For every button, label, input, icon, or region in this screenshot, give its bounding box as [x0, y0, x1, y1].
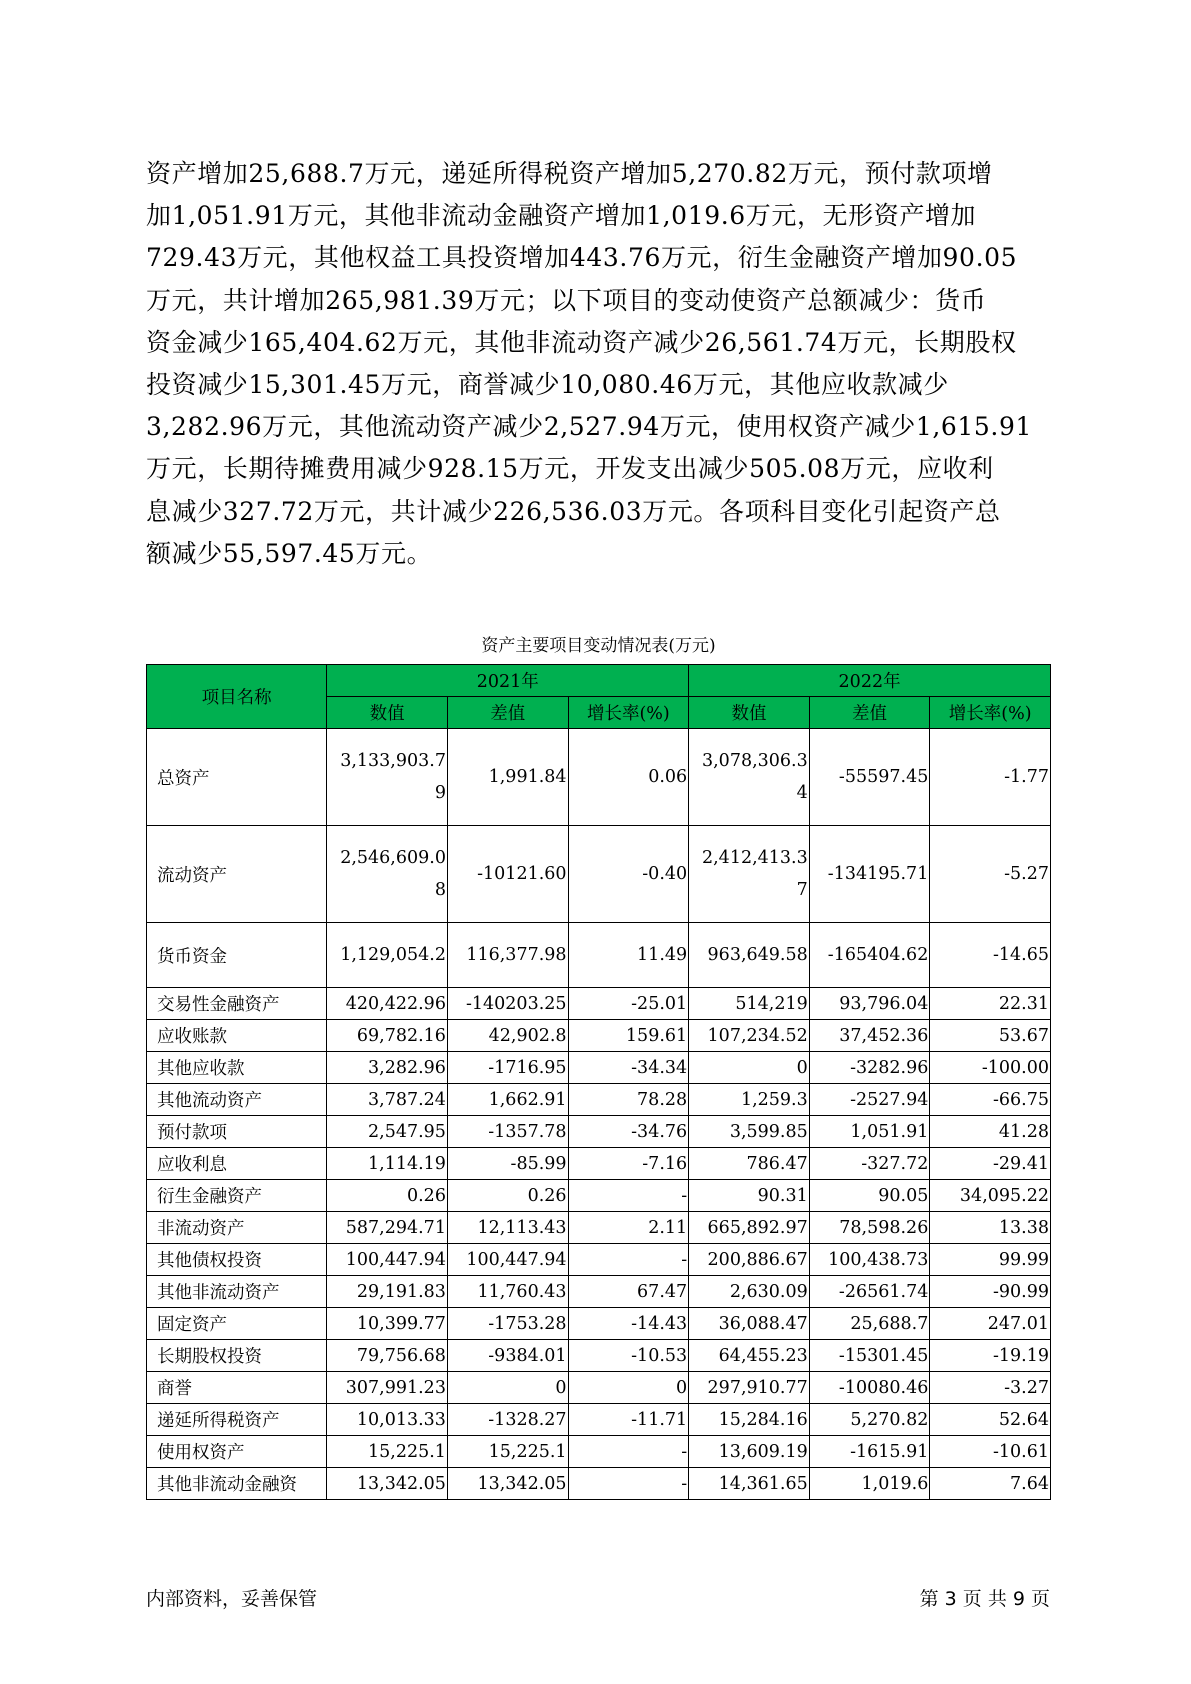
cell-growth-2021: -0.40 [568, 826, 689, 923]
cell-diff-2022: 37,452.36 [809, 1020, 930, 1052]
footer-page-number: 第 3 页 共 9 页 [919, 1588, 1050, 1610]
table-row [147, 1116, 1051, 1148]
cell-value-2021: 2,547.95 [327, 1116, 448, 1148]
cell-growth-2021: - [568, 1436, 689, 1468]
cell-value-2021: 1,114.19 [327, 1148, 448, 1180]
cell-growth-2021: - [568, 1244, 689, 1276]
cell-diff-2022: -10080.46 [809, 1372, 930, 1404]
row-item-name: 非流动资产 [147, 1212, 327, 1244]
cell-growth-2022: -90.99 [930, 1276, 1051, 1308]
table-caption: 资产主要项目变动情况表(万元) [481, 636, 716, 656]
row-item-name: 固定资产 [147, 1308, 327, 1340]
cell-growth-2021: -11.71 [568, 1404, 689, 1436]
table-row [147, 1052, 1051, 1084]
paragraph-line: 投资减少15,301.45万元，商誉减少10,080.46万元，其他应收款减少 [146, 370, 949, 400]
table-row [147, 1340, 1051, 1372]
cell-value-2021: 0.26 [327, 1180, 448, 1212]
cell-value-2022: 90.31 [689, 1180, 810, 1212]
paragraph-line: 万元，长期待摊费用减少928.15万元，开发支出减少505.08万元，应收利 [146, 454, 994, 484]
cell-growth-2021: - [568, 1468, 689, 1500]
cell-diff-2021: -1753.28 [447, 1308, 568, 1340]
cell-value-2022: 963,649.58 [689, 923, 810, 988]
cell-growth-2022: 7.64 [930, 1468, 1051, 1500]
cell-diff-2022: 5,270.82 [809, 1404, 930, 1436]
cell-growth-2022: -5.27 [930, 826, 1051, 923]
table-row [147, 1244, 1051, 1276]
row-item-name: 其他债权投资 [147, 1244, 327, 1276]
table-row [147, 1468, 1051, 1500]
cell-diff-2022: 100,438.73 [809, 1244, 930, 1276]
cell-growth-2022: -66.75 [930, 1084, 1051, 1116]
table-body [147, 729, 1051, 1500]
cell-diff-2021: 42,902.8 [447, 1020, 568, 1052]
cell-value-2021: 587,294.71 [327, 1212, 448, 1244]
cell-value-2021: 3,787.24 [327, 1084, 448, 1116]
cell-growth-2022: 247.01 [930, 1308, 1051, 1340]
cell-text: 3,133,903.79 [340, 751, 446, 803]
cell-diff-2021: 116,377.98 [447, 923, 568, 988]
cell-diff-2021: -1716.95 [447, 1052, 568, 1084]
cell-growth-2022: 52.64 [930, 1404, 1051, 1436]
cell-text: 3,078,306.34 [701, 751, 808, 803]
cell-diff-2021: 12,113.43 [447, 1212, 568, 1244]
cell-diff-2022: -55597.45 [809, 729, 930, 826]
cell-growth-2022: 22.31 [930, 988, 1051, 1020]
cell-value-2021 [327, 826, 448, 923]
row-item-name: 衍生金融资产 [147, 1180, 327, 1212]
cell-diff-2022: -15301.45 [809, 1340, 930, 1372]
table-row [147, 1084, 1051, 1116]
cell-growth-2021: 0 [568, 1372, 689, 1404]
cell-growth-2021: 159.61 [568, 1020, 689, 1052]
cell-value-2022: 0 [689, 1052, 810, 1084]
cell-growth-2022: -29.41 [930, 1148, 1051, 1180]
cell-diff-2021: 11,760.43 [447, 1276, 568, 1308]
row-item-name: 应收账款 [147, 1020, 327, 1052]
paragraph-line: 万元，共计增加265,981.39万元；以下项目的变动使资产总额减少：货币 [146, 285, 987, 315]
cell-value-2021: 1,129,054.2 [327, 923, 448, 988]
table-row [147, 1436, 1051, 1468]
cell-value-2022: 786.47 [689, 1148, 810, 1180]
table-row [147, 1212, 1051, 1244]
cell-value-2022: 64,455.23 [689, 1340, 810, 1372]
row-item-name: 总资产 [147, 729, 327, 826]
header-growth-2022: 增长率(%) [930, 697, 1051, 729]
cell-diff-2022: -165404.62 [809, 923, 930, 988]
cell-growth-2022: 13.38 [930, 1212, 1051, 1244]
cell-value-2022: 36,088.47 [689, 1308, 810, 1340]
cell-value-2022: 2,630.09 [689, 1276, 810, 1308]
table-row [147, 1372, 1051, 1404]
cell-value-2022: 1,259.3 [689, 1084, 810, 1116]
row-item-name: 其他非流动资产 [147, 1276, 327, 1308]
cell-value-2022: 200,886.67 [689, 1244, 810, 1276]
header-growth-2021: 增长率(%) [568, 697, 689, 729]
table-row [147, 1308, 1051, 1340]
row-item-name: 其他流动资产 [147, 1084, 327, 1116]
cell-diff-2022: 1,051.91 [809, 1116, 930, 1148]
cell-diff-2022: -134195.71 [809, 826, 930, 923]
paragraph-line: 加1,051.91万元，其他非流动金融资产增加1,019.6万元，无形资产增加 [146, 201, 977, 231]
cell-diff-2021: 13,342.05 [447, 1468, 568, 1500]
cell-growth-2021: -34.34 [568, 1052, 689, 1084]
row-item-name: 其他应收款 [147, 1052, 327, 1084]
cell-diff-2021: -85.99 [447, 1148, 568, 1180]
row-item-name: 使用权资产 [147, 1436, 327, 1468]
cell-growth-2022: 53.67 [930, 1020, 1051, 1052]
cell-value-2022: 15,284.16 [689, 1404, 810, 1436]
cell-diff-2021: 0.26 [447, 1180, 568, 1212]
body-paragraph [146, 153, 1051, 575]
cell-growth-2022: -14.65 [930, 923, 1051, 988]
cell-value-2021: 420,422.96 [327, 988, 448, 1020]
row-item-name: 货币资金 [147, 923, 327, 988]
cell-growth-2021: - [568, 1180, 689, 1212]
header-year-2022: 2022年 [689, 665, 1051, 697]
table-row [147, 1180, 1051, 1212]
cell-value-2021: 79,756.68 [327, 1340, 448, 1372]
cell-diff-2021: -1357.78 [447, 1116, 568, 1148]
table-row [147, 1404, 1051, 1436]
cell-diff-2022: 25,688.7 [809, 1308, 930, 1340]
cell-diff-2022: -327.72 [809, 1148, 930, 1180]
cell-diff-2021: 0 [447, 1372, 568, 1404]
cell-value-2022: 3,599.85 [689, 1116, 810, 1148]
cell-diff-2021: 100,447.94 [447, 1244, 568, 1276]
cell-value-2021: 10,013.33 [327, 1404, 448, 1436]
cell-value-2022 [689, 729, 810, 826]
paragraph-line: 资金减少165,404.62万元，其他非流动资产减少26,561.74万元，长期股权 [146, 327, 1017, 357]
cell-diff-2021: -10121.60 [447, 826, 568, 923]
table-row [147, 826, 1051, 923]
row-item-name: 其他非流动金融资 [147, 1468, 327, 1500]
cell-value-2021: 307,991.23 [327, 1372, 448, 1404]
cell-diff-2022: -26561.74 [809, 1276, 930, 1308]
cell-growth-2021: 67.47 [568, 1276, 689, 1308]
header-diff-2022: 差值 [809, 697, 930, 729]
cell-growth-2021: -10.53 [568, 1340, 689, 1372]
table-row [147, 1148, 1051, 1180]
cell-value-2021 [327, 729, 448, 826]
cell-growth-2022: -3.27 [930, 1372, 1051, 1404]
cell-growth-2022: 99.99 [930, 1244, 1051, 1276]
header-item-name: 项目名称 [147, 665, 327, 729]
cell-value-2022 [689, 826, 810, 923]
cell-value-2021: 29,191.83 [327, 1276, 448, 1308]
row-item-name: 商誉 [147, 1372, 327, 1404]
cell-growth-2022: -100.00 [930, 1052, 1051, 1084]
header-value-2022: 数值 [689, 697, 810, 729]
paragraph-line: 3,282.96万元，其他流动资产减少2,527.94万元，使用权资产减少1,615.91 [146, 412, 1032, 442]
table-row [147, 729, 1051, 826]
cell-value-2021: 10,399.77 [327, 1308, 448, 1340]
header-diff-2021: 差值 [447, 697, 568, 729]
cell-value-2022: 14,361.65 [689, 1468, 810, 1500]
cell-growth-2021: 2.11 [568, 1212, 689, 1244]
footer-confidential-note: 内部资料，妥善保管 [146, 1588, 318, 1610]
cell-growth-2022: -1.77 [930, 729, 1051, 826]
cell-value-2021: 15,225.1 [327, 1436, 448, 1468]
header-year-2021: 2021年 [327, 665, 689, 697]
cell-text: 2,412,413.37 [701, 848, 808, 900]
row-item-name: 预付款项 [147, 1116, 327, 1148]
table-row [147, 988, 1051, 1020]
cell-value-2022: 297,910.77 [689, 1372, 810, 1404]
paragraph-line: 729.43万元，其他权益工具投资增加443.76万元，衍生金融资产增加90.05 [146, 243, 1018, 273]
cell-diff-2021: -9384.01 [447, 1340, 568, 1372]
table-row [147, 1276, 1051, 1308]
cell-diff-2022: -1615.91 [809, 1436, 930, 1468]
cell-diff-2022: -2527.94 [809, 1084, 930, 1116]
cell-growth-2021: -34.76 [568, 1116, 689, 1148]
cell-diff-2022: 90.05 [809, 1180, 930, 1212]
cell-growth-2021: -25.01 [568, 988, 689, 1020]
cell-diff-2022: 78,598.26 [809, 1212, 930, 1244]
cell-growth-2021: 0.06 [568, 729, 689, 826]
cell-growth-2021: -14.43 [568, 1308, 689, 1340]
table-row [147, 1020, 1051, 1052]
cell-growth-2021: -7.16 [568, 1148, 689, 1180]
paragraph-line: 资产增加25,688.7万元，递延所得税资产增加5,270.82万元，预付款项增 [146, 159, 993, 188]
cell-growth-2021: 11.49 [568, 923, 689, 988]
cell-value-2022: 514,219 [689, 988, 810, 1020]
cell-growth-2021: 78.28 [568, 1084, 689, 1116]
asset-change-table [146, 664, 1051, 1500]
row-item-name: 流动资产 [147, 826, 327, 923]
cell-growth-2022: -10.61 [930, 1436, 1051, 1468]
paragraph-line: 额减少55,597.45万元。 [146, 538, 433, 568]
header-value-2021: 数值 [327, 697, 448, 729]
table-header [147, 665, 1051, 729]
cell-value-2022: 107,234.52 [689, 1020, 810, 1052]
row-item-name: 交易性金融资产 [147, 988, 327, 1020]
cell-value-2022: 13,609.19 [689, 1436, 810, 1468]
row-item-name: 长期股权投资 [147, 1340, 327, 1372]
row-item-name: 应收利息 [147, 1148, 327, 1180]
paragraph-line: 息减少327.72万元，共计减少226,536.03万元。各项科目变化引起资产总 [146, 496, 1001, 526]
cell-text: 2,546,609.08 [340, 848, 446, 900]
cell-value-2021: 3,282.96 [327, 1052, 448, 1084]
table-row [147, 923, 1051, 988]
row-item-name: 递延所得税资产 [147, 1404, 327, 1436]
cell-diff-2022: 93,796.04 [809, 988, 930, 1020]
cell-value-2021: 100,447.94 [327, 1244, 448, 1276]
cell-growth-2022: 34,095.22 [930, 1180, 1051, 1212]
cell-diff-2021: -1328.27 [447, 1404, 568, 1436]
cell-diff-2021: 1,662.91 [447, 1084, 568, 1116]
cell-value-2021: 13,342.05 [327, 1468, 448, 1500]
cell-diff-2021: -140203.25 [447, 988, 568, 1020]
cell-growth-2022: -19.19 [930, 1340, 1051, 1372]
cell-value-2021: 69,782.16 [327, 1020, 448, 1052]
cell-value-2022: 665,892.97 [689, 1212, 810, 1244]
cell-growth-2022: 41.28 [930, 1116, 1051, 1148]
cell-diff-2022: 1,019.6 [809, 1468, 930, 1500]
cell-diff-2021: 1,991.84 [447, 729, 568, 826]
cell-diff-2022: -3282.96 [809, 1052, 930, 1084]
cell-diff-2021: 15,225.1 [447, 1436, 568, 1468]
